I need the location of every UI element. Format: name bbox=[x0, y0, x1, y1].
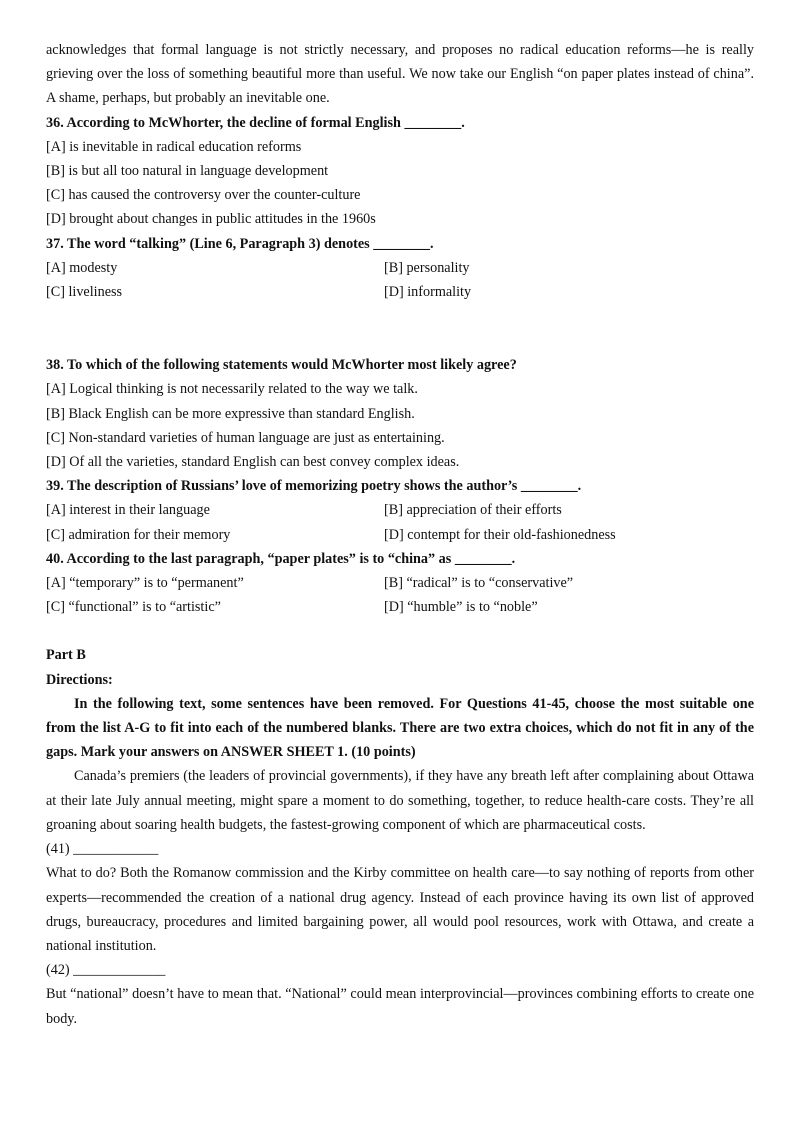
question-37-stem: 37. The word “talking” (Line 6, Paragraph 3) denotes ________. bbox=[46, 235, 434, 252]
q38-option-a: [A] Logical thinking is not necessarily related to the way we talk. bbox=[46, 381, 418, 398]
exam-page bbox=[46, 38, 754, 1031]
blank-42: (42) _____________ bbox=[46, 962, 166, 979]
q40-option-c: [C] “functional” is to “artistic” bbox=[46, 599, 221, 616]
part-b-heading: Part B bbox=[46, 647, 86, 664]
directions-label: Directions: bbox=[46, 671, 113, 688]
q37-option-c: [C] liveliness bbox=[46, 284, 123, 301]
q37-options bbox=[46, 256, 754, 304]
passage-paragraph-3: But “national” doesn’t have to mean that. “National” could mean interprovincial—provinces combining efforts to create one body. bbox=[46, 986, 754, 1027]
q37-option-d: [D] informality bbox=[384, 284, 472, 301]
q36-option-c: [C] has caused the controversy over the counter-culture bbox=[46, 187, 361, 204]
q39-option-b: [B] appreciation of their efforts bbox=[384, 502, 562, 519]
q38-option-b: [B] Black English can be more expressive than standard English. bbox=[46, 405, 415, 422]
q36-option-d: [D] brought about changes in public attitudes in the 1960s bbox=[46, 211, 376, 228]
q38-option-c: [C] Non-standard varieties of human language are just as entertaining. bbox=[46, 429, 445, 446]
question-40-stem: 40. According to the last paragraph, “paper plates” is to “china” as ________. bbox=[46, 550, 516, 567]
question-39-stem: 39. The description of Russians’ love of memorizing poetry shows the author’s ________. bbox=[46, 478, 582, 495]
question-36-stem: 36. According to McWhorter, the decline of formal English ________. bbox=[46, 114, 465, 131]
blank-41: (41) ____________ bbox=[46, 841, 159, 858]
q37-option-a: [A] modesty bbox=[46, 259, 118, 276]
q39-options bbox=[46, 498, 754, 546]
q39-option-d: [D] contempt for their old-fashionedness bbox=[384, 526, 616, 543]
spacer bbox=[46, 304, 754, 353]
q40-option-d: [D] “humble” is to “noble” bbox=[384, 599, 538, 616]
spacer bbox=[46, 619, 754, 643]
q40-option-a: [A] “temporary” is to “permanent” bbox=[46, 575, 244, 592]
question-38-stem: 38. To which of the following statements would McWhorter most likely agree? bbox=[46, 357, 517, 374]
q40-option-b: [B] “radical” is to “conservative” bbox=[384, 575, 574, 592]
passage-paragraph-2: What to do? Both the Romanow commission and the Kirby committee on health care—to say nothing of reports from other experts—recommended the creation of a national drug agency. Instead of each province having its own list of approved drugs, bureaucracy, procedures and limited bargaining power, all would pool resources, work with Ottawa, and create a national institution. bbox=[46, 865, 754, 954]
q36-option-a: [A] is inevitable in radical education reforms bbox=[46, 138, 302, 155]
q40-options bbox=[46, 571, 754, 619]
q39-option-a: [A] interest in their language bbox=[46, 502, 210, 519]
directions-text: In the following text, some sentences have been removed. For Questions 41-45, choose the most suitable one from the list A-G to fit into each of the numbered blanks. There are two extra choices, which do not fit in any of the gaps. Mark your answers on ANSWER SHEET 1. (10 points) bbox=[46, 695, 754, 761]
q36-option-b: [B] is but all too natural in language development bbox=[46, 163, 329, 180]
q38-option-d: [D] Of all the varieties, standard English can best convey complex ideas. bbox=[46, 454, 460, 471]
q37-option-b: [B] personality bbox=[384, 259, 470, 276]
passage-paragraph-1: Canada’s premiers (the leaders of provincial governments), if they have any breath left after complaining about Ottawa at their late July annual meeting, might spare a moment to do something, together, to reduce health-care costs. They’re all groaning about soaring health budgets, the fastest-growing component of which are pharmaceutical costs. bbox=[46, 768, 754, 833]
q39-option-c: [C] admiration for their memory bbox=[46, 526, 231, 543]
intro-paragraph: acknowledges that formal language is not strictly necessary, and proposes no radical education reforms—he is really grieving over the loss of something beautiful more than useful. We now take our English “on paper plates instead of china”. A shame, perhaps, but probably an inevitable one. bbox=[46, 42, 754, 107]
